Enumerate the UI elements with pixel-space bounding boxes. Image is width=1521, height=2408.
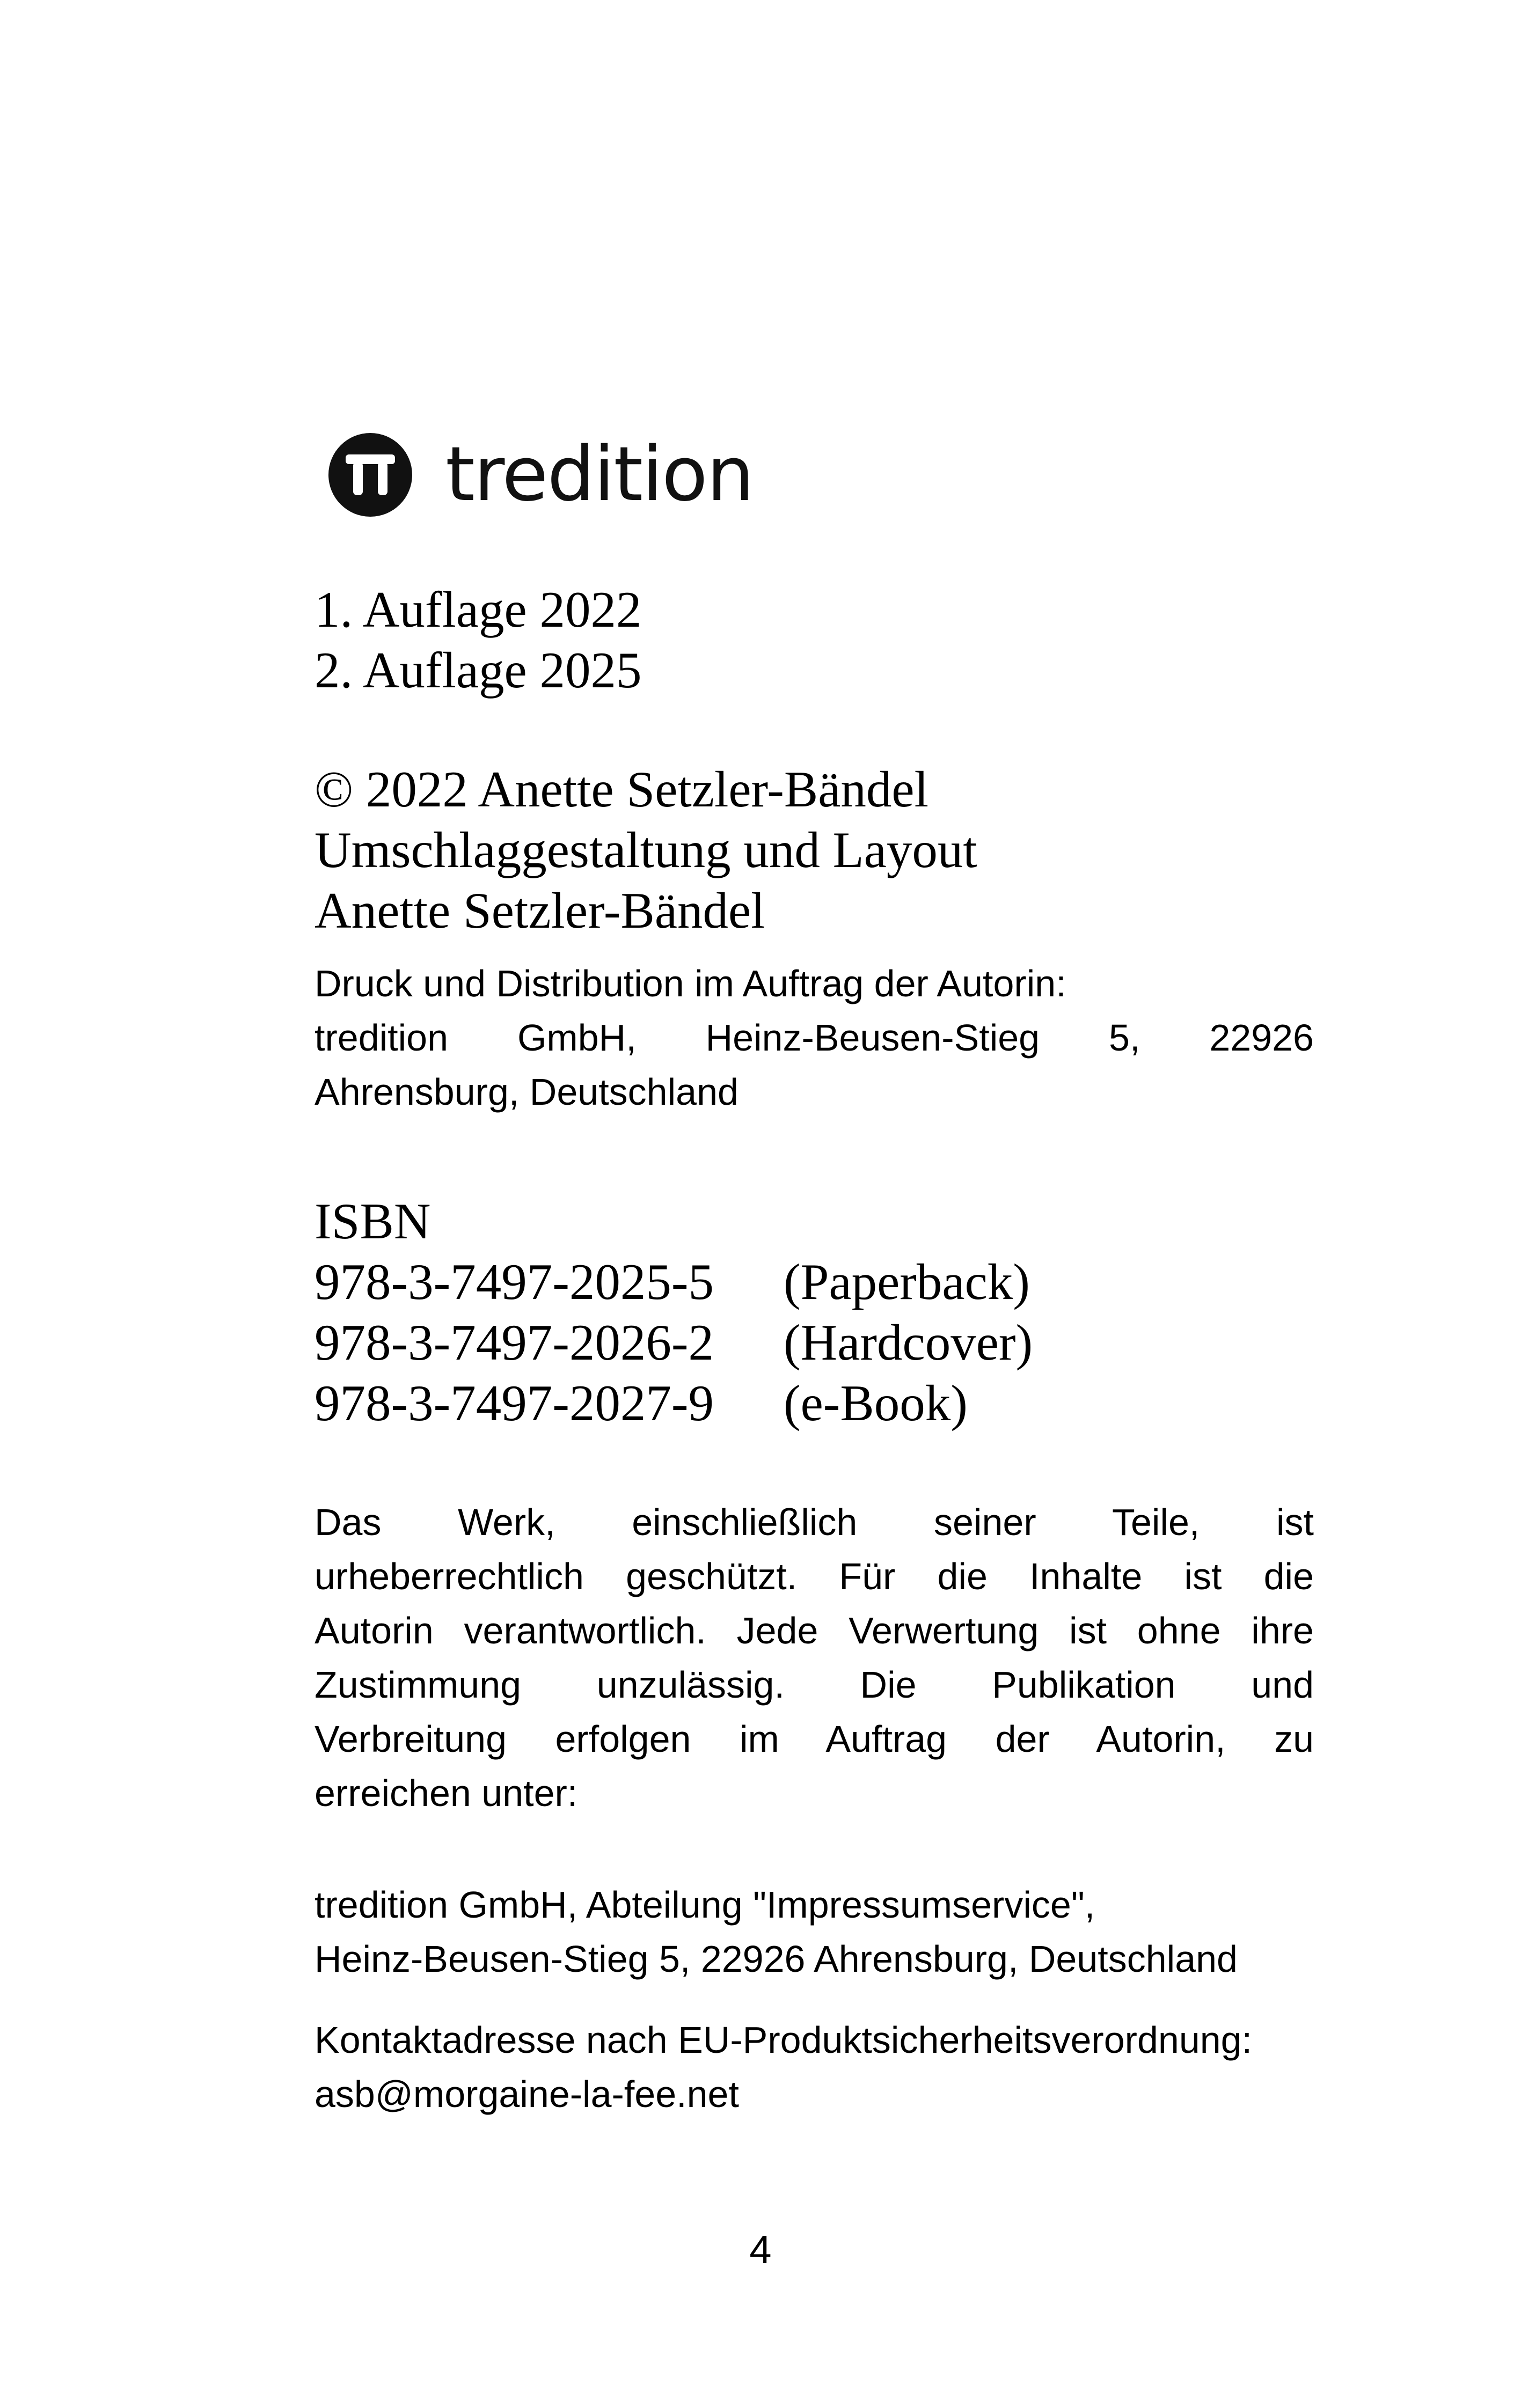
- credits-block: [315, 759, 977, 941]
- copyright-notice: [315, 1495, 1314, 1820]
- isbn-format: (Hardcover): [784, 1314, 1033, 1371]
- distribution-block: [315, 957, 1314, 1119]
- distribution-address: tredition GmbH, Heinz-Beusen-Stieg 5, 22926: [315, 1017, 1314, 1059]
- isbn-number: 978-3-7497-2027-9: [315, 1375, 714, 1431]
- copyright-line: © 2022 Anette Setzler-Bändel: [315, 761, 928, 818]
- impressum-service-address: Heinz-Beusen-Stieg 5, 22926 Ahrensburg, Deutschland: [315, 1938, 1238, 1980]
- cover-layout-label: Umschlaggestaltung und Layout: [315, 821, 977, 878]
- isbn-format: (e-Book): [784, 1375, 968, 1431]
- impressum-service-name: tredition GmbH, Abteilung "Impressumservice",: [315, 1884, 1095, 1926]
- distribution-city: Ahrensburg, Deutschland: [315, 1071, 738, 1113]
- isbn-row: [315, 1312, 1033, 1373]
- impressum-service-block: [315, 1878, 1388, 1986]
- edition-list: [315, 579, 641, 701]
- publisher-logo-text: tredition: [445, 431, 754, 518]
- isbn-number: 978-3-7497-2026-2: [315, 1314, 714, 1371]
- isbn-block: [315, 1191, 1033, 1434]
- edition-line: 1. Auflage 2022: [315, 581, 642, 638]
- notice-line: erreichen unter:: [315, 1772, 578, 1814]
- edition-line: 2. Auflage 2025: [315, 642, 642, 699]
- isbn-format: (Paperback): [784, 1253, 1030, 1310]
- contact-email: asb@morgaine-la-fee.net: [315, 2073, 739, 2115]
- isbn-row: [315, 1373, 1033, 1434]
- page-number: 4: [749, 2227, 772, 2272]
- contact-label: Kontaktadresse nach EU-Produktsicherheitsverordnung:: [315, 2019, 1253, 2061]
- notice-line: Verbreitung erfolgen im Auftrag der Autorin, zu: [315, 1718, 1314, 1760]
- isbn-row: [315, 1252, 1033, 1312]
- isbn-label: ISBN: [315, 1193, 431, 1250]
- contact-block: [315, 2013, 1388, 2121]
- tredition-t-icon: [327, 432, 413, 518]
- notice-line: Zustimmung unzulässig. Die Publikation und: [315, 1664, 1314, 1706]
- notice-line: urheberrechtlich geschützt. Für die Inhalte ist die: [315, 1555, 1314, 1597]
- cover-layout-author: Anette Setzler-Bändel: [315, 882, 765, 939]
- distribution-heading: Druck und Distribution im Auftrag der Autorin:: [315, 963, 1066, 1004]
- publisher-logo: [327, 432, 753, 518]
- notice-line: Autorin verantwortlich. Jede Verwertung ist ohne ihre: [315, 1610, 1314, 1651]
- isbn-number: 978-3-7497-2025-5: [315, 1253, 714, 1310]
- notice-line: Das Werk, einschließlich seiner Teile, ist: [315, 1501, 1314, 1543]
